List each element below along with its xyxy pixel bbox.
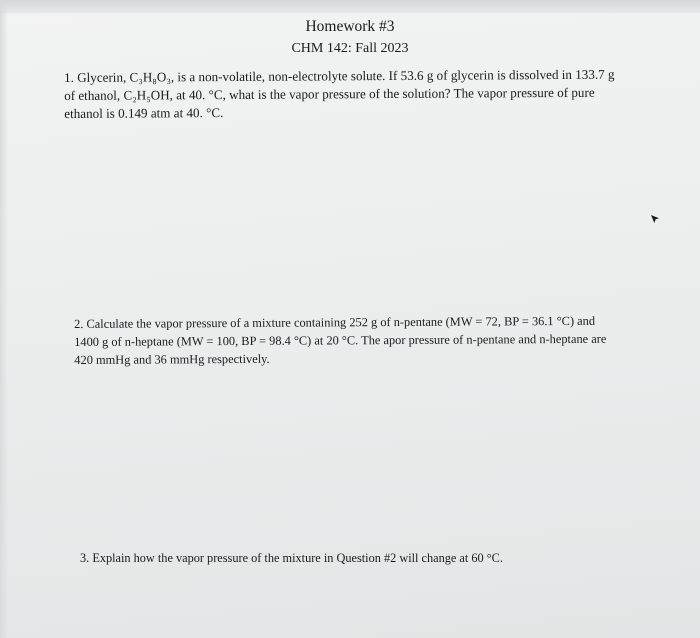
- question-3: [80, 549, 620, 567]
- question-1-number: 1.: [64, 69, 74, 85]
- page-top-edge: [0, 0, 700, 13]
- course-subtitle: CHM 142: Fall 2023: [291, 41, 409, 56]
- question-2: [74, 312, 614, 369]
- question-3-text: Explain how the vapor pressure of the mixture in Question #2 will change at 60 °C.: [92, 551, 503, 565]
- question-1: [64, 66, 624, 123]
- question-3-number: 3.: [80, 551, 90, 565]
- question-2-text: Calculate the vapor pressure of a mixture containing 252 g of n-pentane (MW = 72, BP = 36.1 °C) and 1400 g of n-heptane (MW = 100, BP = 98.4 °C) at 20 °C. The apor pressure of n-pentane and n-heptane are 420 mmHg and 36 mmHg respectively.: [74, 313, 607, 367]
- page-left-edge: [0, 0, 8, 638]
- mouse-pointer-icon: [650, 214, 660, 224]
- question-2-number: 2.: [74, 316, 84, 331]
- question-1-text: Glycerin, C₃H₈O₃, is a non-volatile, non-electrolyte solute. If 53.6 g of glycerin is dissolved in 133.7 g of ethanol, C₂H₅OH, at 40. °C, what is the vapor pressure of the solution? The vapor pressure of pure ethanol is 0.149 atm at 40. °C.: [64, 66, 615, 121]
- page-title: Homework #3: [305, 18, 395, 35]
